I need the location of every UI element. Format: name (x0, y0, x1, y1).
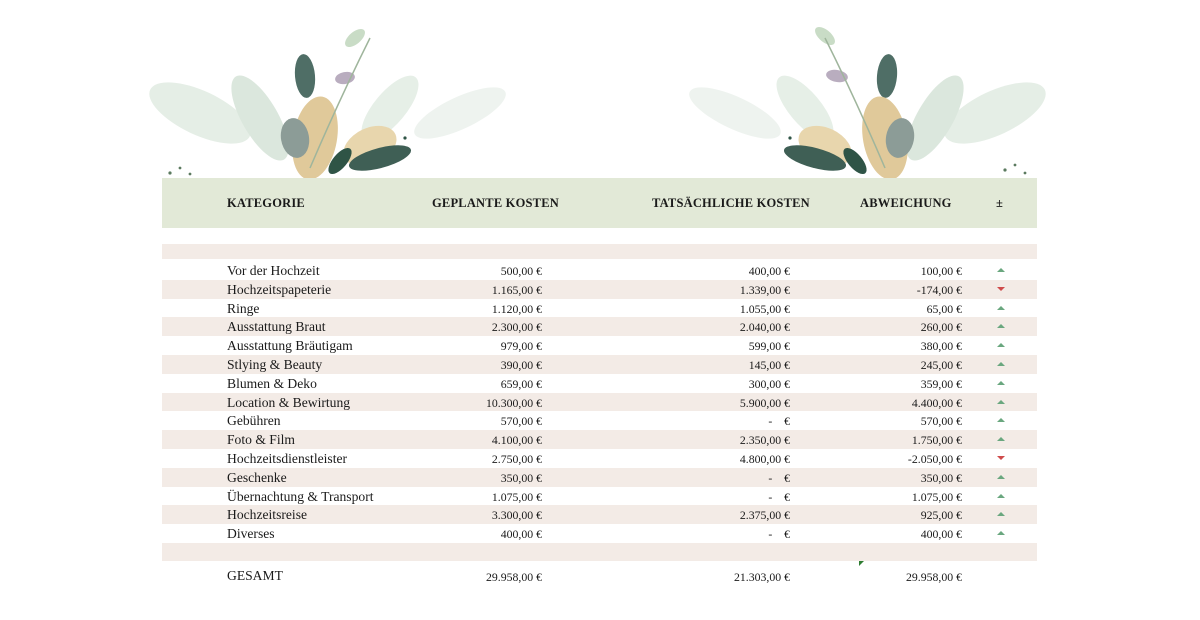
triangle-up-icon (997, 531, 1005, 535)
variance-cell: -174,00 € (916, 282, 962, 297)
triangle-down-icon (997, 456, 1005, 460)
table-row (162, 411, 1037, 430)
header-actual-costs: TATSÄCHLICHE KOSTEN (652, 196, 810, 210)
triangle-up-icon (997, 400, 1005, 404)
actual-cost-cell: 2.040,00 € (739, 320, 790, 335)
triangle-up-icon (997, 494, 1005, 498)
table-row (162, 468, 1037, 487)
table-row (162, 355, 1037, 374)
actual-cost-cell: 400,00 € (748, 264, 790, 278)
triangle-up-icon (997, 343, 1005, 347)
category-cell: Übernachtung & Transport (227, 488, 374, 504)
table-row (162, 336, 1037, 355)
actual-cost-cell: 1.339,00 € (739, 282, 790, 297)
planned-cost-cell: 350,00 € (500, 470, 542, 485)
category-cell: Blumen & Deko (227, 375, 317, 391)
category-cell: Geschenke (227, 469, 287, 485)
planned-cost-cell: 979,00 € (500, 339, 542, 354)
table-row (162, 487, 1037, 506)
planned-cost-cell: 2.750,00 € (491, 451, 542, 466)
triangle-up-icon (997, 437, 1005, 441)
planned-cost-cell: 390,00 € (500, 357, 542, 372)
variance-cell: 100,00 € (920, 264, 962, 278)
category-cell: Diverses (227, 526, 275, 542)
table-row (162, 374, 1037, 393)
planned-cost-cell: 400,00 € (500, 527, 542, 542)
table-row (162, 524, 1037, 543)
variance-cell: 380,00 € (920, 339, 962, 354)
triangle-up-icon (997, 512, 1005, 516)
planned-cost-cell: 2.300,00 € (491, 320, 542, 335)
triangle-up-icon (997, 268, 1005, 272)
planned-cost-cell: 1.120,00 € (491, 301, 542, 316)
triangle-up-icon (997, 418, 1005, 422)
table-row (162, 261, 1037, 280)
header-planned-costs: GEPLANTE KOSTEN (432, 196, 559, 210)
variance-cell: 1.075,00 € (911, 489, 962, 504)
variance-cell: 359,00 € (920, 376, 962, 391)
total-actual: 21.303,00 € (733, 569, 790, 584)
actual-cost-cell: - € (768, 489, 790, 504)
category-cell: Hochzeitsdienstleister (227, 450, 348, 466)
budget-table (162, 178, 1037, 585)
variance-cell: -2.050,00 € (907, 451, 962, 466)
actual-cost-cell: - € (768, 414, 790, 429)
table-row (162, 317, 1037, 336)
planned-cost-cell: 1.075,00 € (491, 489, 542, 504)
variance-cell: 245,00 € (920, 357, 962, 372)
actual-cost-cell: 145,00 € (748, 357, 790, 372)
actual-cost-cell: 2.350,00 € (739, 433, 790, 448)
header-variance: ABWEICHUNG (860, 196, 952, 210)
actual-cost-cell: 5.900,00 € (739, 395, 790, 410)
category-cell: Hochzeitspapeterie (227, 281, 332, 297)
table-row (162, 430, 1037, 449)
blank-row (162, 543, 1037, 561)
actual-cost-cell: 599,00 € (748, 339, 790, 354)
planned-cost-cell: 3.300,00 € (491, 508, 542, 523)
triangle-up-icon (997, 306, 1005, 310)
variance-cell: 65,00 € (926, 301, 962, 316)
total-row (162, 561, 1037, 585)
table-row (162, 505, 1037, 524)
actual-cost-cell: 4.800,00 € (739, 451, 790, 466)
total-label: GESAMT (227, 567, 283, 583)
category-cell: Hochzeitsreise (227, 507, 308, 523)
header-category: KATEGORIE (227, 196, 305, 210)
cell-comment-marker (859, 561, 864, 566)
total-planned: 29.958,00 € (485, 569, 542, 584)
variance-cell: 400,00 € (920, 527, 962, 542)
category-cell: Stlying & Beauty (227, 356, 323, 372)
planned-cost-cell: 10.300,00 € (485, 395, 542, 410)
variance-cell: 1.750,00 € (911, 433, 962, 448)
category-cell: Location & Bewirtung (227, 394, 351, 410)
table-row (162, 280, 1037, 299)
planned-cost-cell: 1.165,00 € (491, 282, 542, 297)
variance-cell: 4.400,00 € (911, 395, 962, 410)
floral-decoration-right (675, 18, 1055, 183)
triangle-up-icon (997, 324, 1005, 328)
category-cell: Ringe (227, 300, 260, 316)
variance-cell: 925,00 € (920, 508, 962, 523)
triangle-up-icon (997, 475, 1005, 479)
triangle-down-icon (997, 287, 1005, 291)
variance-cell: 570,00 € (920, 414, 962, 429)
planned-cost-cell: 4.100,00 € (491, 433, 542, 448)
spacer (162, 228, 1037, 244)
category-cell: Ausstattung Braut (227, 319, 326, 335)
category-cell: Gebühren (227, 413, 281, 429)
actual-cost-cell: 2.375,00 € (739, 508, 790, 523)
table-body (162, 261, 1037, 543)
stripe-row (162, 244, 1037, 259)
triangle-up-icon (997, 381, 1005, 385)
category-cell: Foto & Film (227, 432, 295, 448)
table-row (162, 299, 1037, 318)
variance-cell: 260,00 € (920, 320, 962, 335)
planned-cost-cell: 659,00 € (500, 376, 542, 391)
actual-cost-cell: 1.055,00 € (739, 301, 790, 316)
planned-cost-cell: 500,00 € (500, 264, 542, 278)
actual-cost-cell: - € (768, 527, 790, 542)
total-variance: 29.958,00 € (905, 569, 962, 584)
category-cell: Ausstattung Bräutigam (227, 338, 353, 354)
table-row (162, 449, 1037, 468)
actual-cost-cell: - € (768, 470, 790, 485)
actual-cost-cell: 300,00 € (748, 376, 790, 391)
header-sign: ± (996, 196, 1004, 210)
floral-decoration-left (140, 18, 520, 183)
category-cell: Vor der Hochzeit (227, 263, 320, 278)
table-row (162, 393, 1037, 412)
variance-cell: 350,00 € (920, 470, 962, 485)
triangle-up-icon (997, 362, 1005, 366)
planned-cost-cell: 570,00 € (500, 414, 542, 429)
table-header (162, 178, 1037, 228)
